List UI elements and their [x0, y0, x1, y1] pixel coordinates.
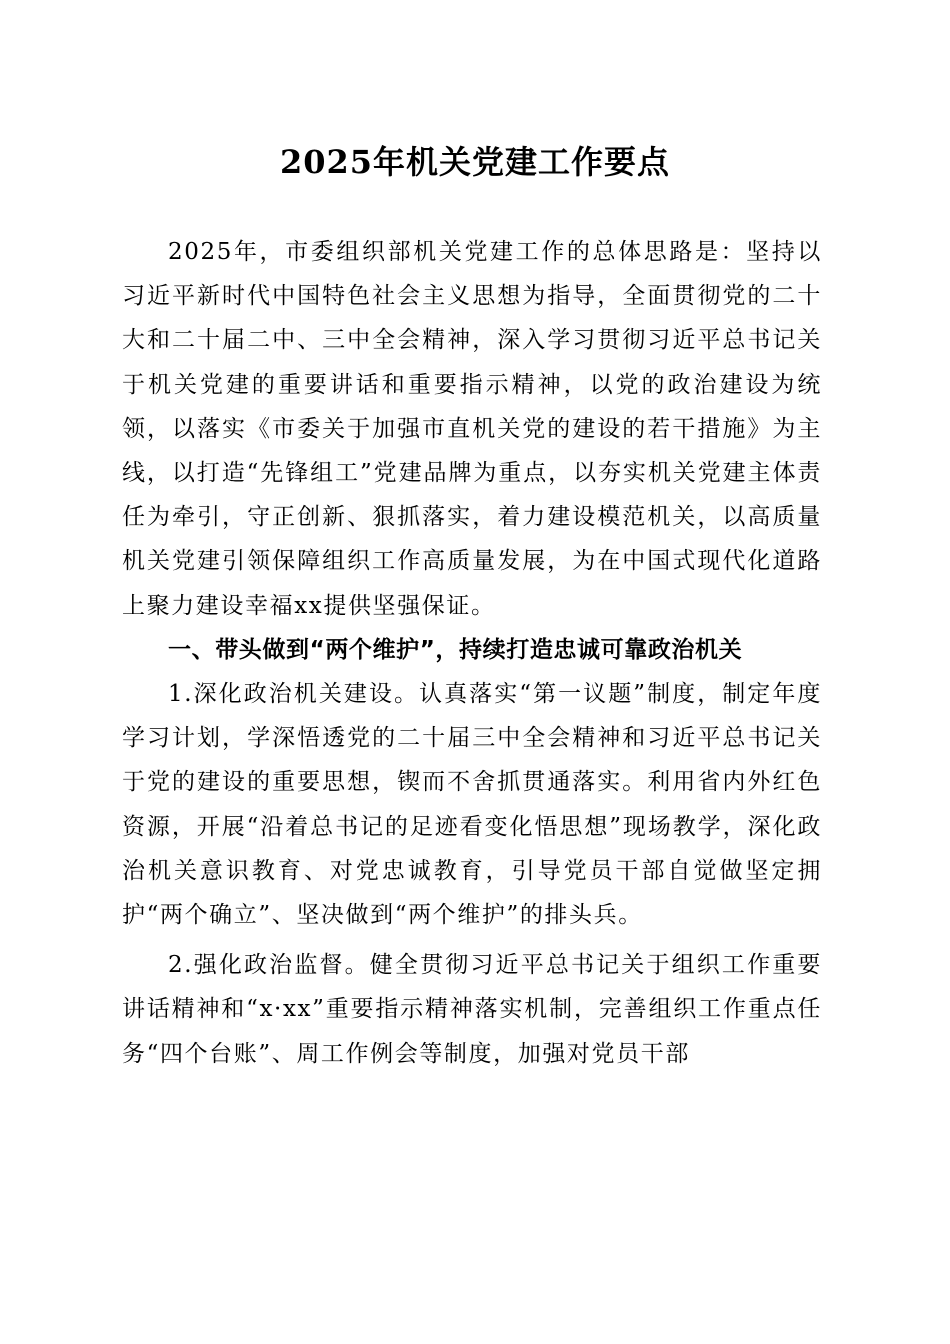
section-heading-1: 一、带头做到“两个维护”，持续打造忠诚可靠政治机关	[168, 636, 743, 663]
document-body	[122, 230, 822, 1076]
section1-item-1: 1.深化政治机关建设。认真落实“第一议题”制度，制定年度学习计划，学深悟透党的二十届三中全会精神和习近平总书记关于党的建设的重要思想，锲而不舍抓贯通落实。利用省内外红色资源，开展“沿着总书记的足迹看变化悟思想”现场教学，深化政治机关意识教育、对党忠诚教育，引导党员干部自觉做坚定拥护“两个确立”、坚决做到“两个维护”的排头兵。	[122, 681, 822, 929]
section1-item-2: 2.强化政治监督。健全贯彻习近平总书记关于组织工作重要讲话精神和“x·xx”重要指示精神落实机制，完善组织工作重点任务“四个台账”、周工作例会等制度，加强对党员干部	[122, 952, 822, 1067]
intro-paragraph: 2025年，市委组织部机关党建工作的总体思路是：坚持以习近平新时代中国特色社会主义思想为指导，全面贯彻党的二十大和二十届二中、三中全会精神，深入学习贯彻习近平总书记关于机关党建的重要讲话和重要指示精神，以党的政治建设为统领，以落实《市委关于加强市直机关党的建设的若干措施》为主线，以打造“先锋组工”党建品牌为重点，以夯实机关党建主体责任为牵引，守正创新、狠抓落实，着力建设模范机关，以高质量机关党建引领保障组织工作高质量发展，为在中国式现代化道路上聚力建设幸福xx提供坚强保证。	[122, 239, 822, 619]
document-title: 2025年机关党建工作要点	[279, 143, 671, 181]
